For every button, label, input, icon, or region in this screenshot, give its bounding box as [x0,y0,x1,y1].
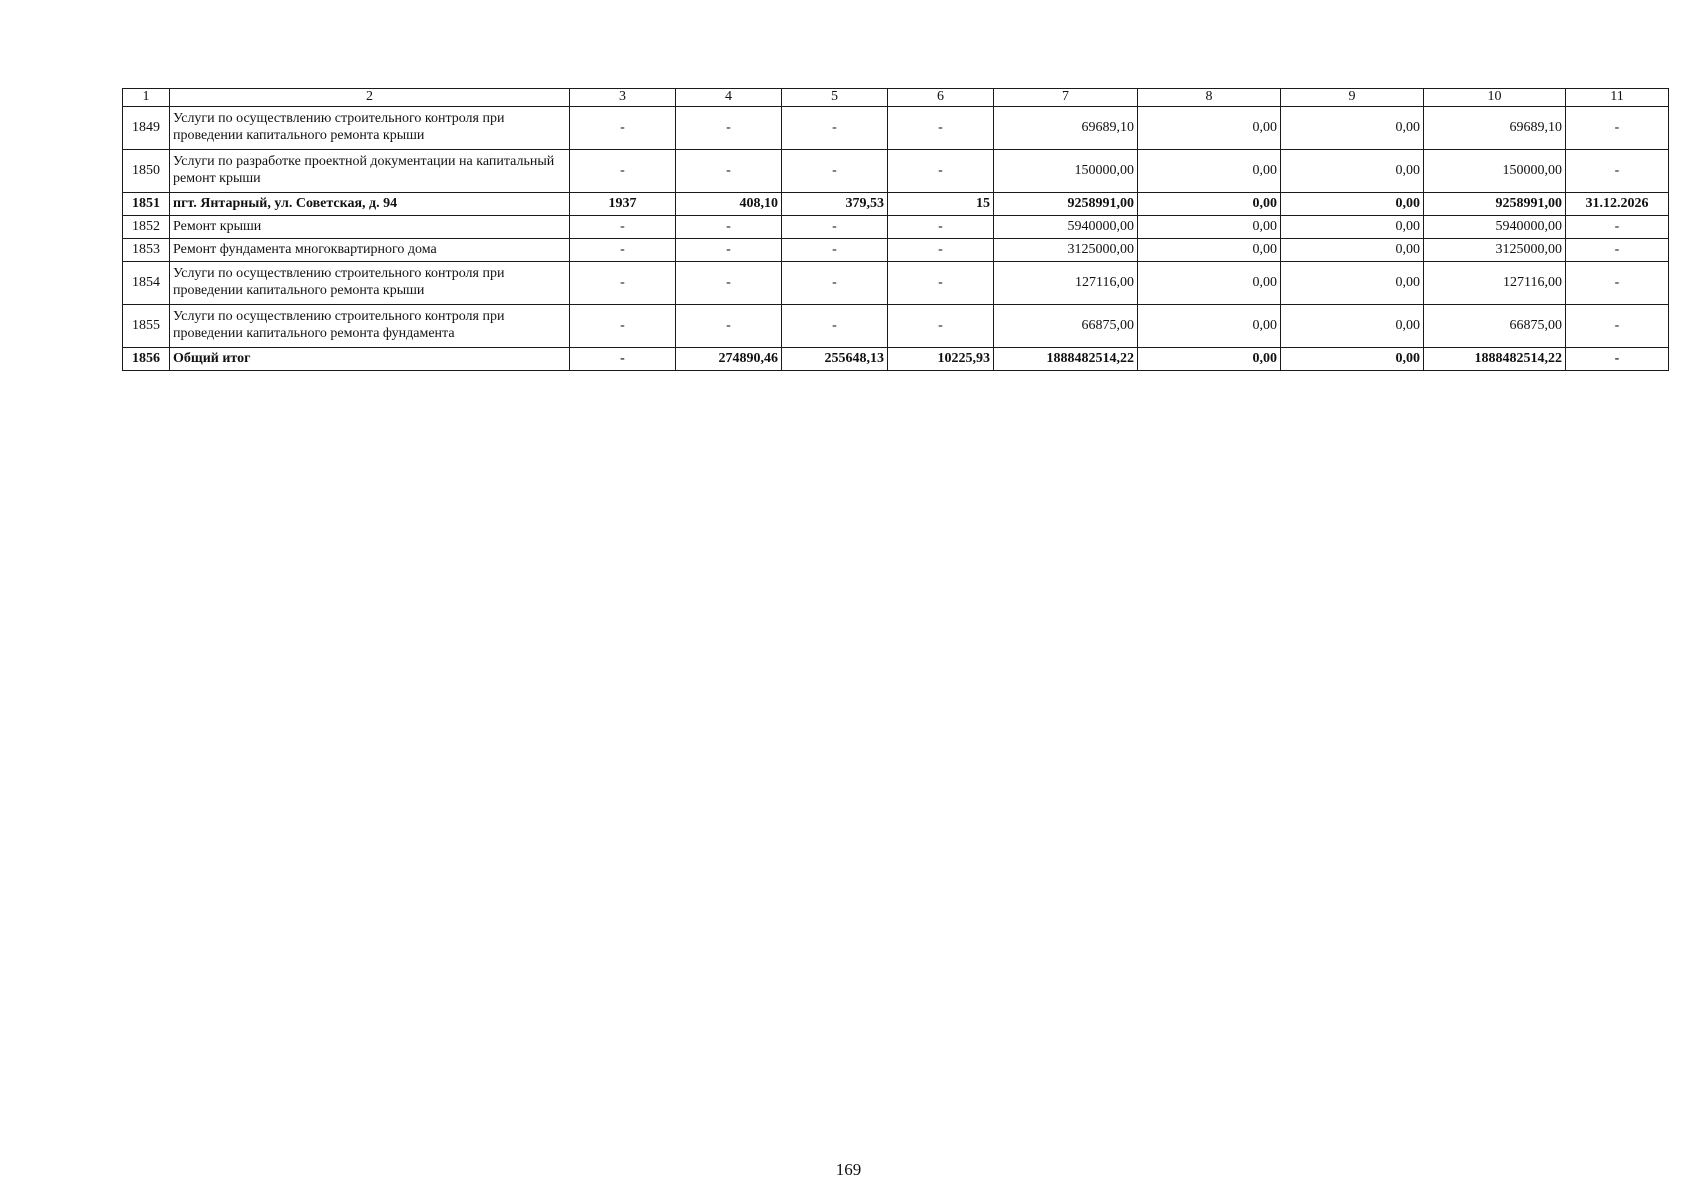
total-cost-cell: 1888482514,22 [994,348,1138,371]
area-cell: - [676,239,782,262]
column-number: 7 [994,89,1138,107]
deadline-cell: - [1566,348,1669,371]
table-row [123,348,1669,371]
table-row [123,216,1669,239]
budget-cell: 0,00 [1281,262,1424,305]
area-cell: - [676,216,782,239]
living-area-cell: - [782,262,888,305]
total-cost-cell: 127116,00 [994,262,1138,305]
residents-cell: - [888,107,994,150]
living-area-cell: 255648,13 [782,348,888,371]
total-cost-cell: 5940000,00 [994,216,1138,239]
year-cell: - [570,216,676,239]
fund-cell: 0,00 [1138,150,1281,193]
area-cell: - [676,150,782,193]
fund-cell: 0,00 [1138,348,1281,371]
table-row [123,150,1669,193]
work-name: Услуги по разработке проектной документации на капитальный ремонт крыши [170,150,570,193]
total-cost-cell: 9258991,00 [994,193,1138,216]
table-body [123,89,1669,371]
year-cell: - [570,107,676,150]
owners-cost-cell: 9258991,00 [1424,193,1566,216]
work-name: Общий итог [170,348,570,371]
residents-cell: - [888,239,994,262]
residents-cell: - [888,262,994,305]
repair-program-table [122,88,1669,371]
owners-cost-cell: 1888482514,22 [1424,348,1566,371]
deadline-cell: 31.12.2026 [1566,193,1669,216]
owners-cost-cell: 66875,00 [1424,305,1566,348]
column-number: 1 [123,89,170,107]
column-number: 2 [170,89,570,107]
work-name: Услуги по осуществлению строительного контроля при проведении капитального ремонта фундамента [170,305,570,348]
row-number: 1849 [123,107,170,150]
table-row [123,107,1669,150]
residents-cell: 15 [888,193,994,216]
owners-cost-cell: 3125000,00 [1424,239,1566,262]
fund-cell: 0,00 [1138,107,1281,150]
area-cell: 274890,46 [676,348,782,371]
fund-cell: 0,00 [1138,262,1281,305]
fund-cell: 0,00 [1138,193,1281,216]
year-cell: - [570,150,676,193]
total-cost-cell: 3125000,00 [994,239,1138,262]
deadline-cell: - [1566,107,1669,150]
residents-cell: - [888,305,994,348]
row-number: 1852 [123,216,170,239]
year-cell: - [570,239,676,262]
year-cell: - [570,348,676,371]
work-name: Услуги по осуществлению строительного контроля при проведении капитального ремонта крыши [170,107,570,150]
column-number: 9 [1281,89,1424,107]
table-row [123,305,1669,348]
fund-cell: 0,00 [1138,216,1281,239]
living-area-cell: - [782,305,888,348]
owners-cost-cell: 69689,10 [1424,107,1566,150]
living-area-cell: - [782,239,888,262]
deadline-cell: - [1566,216,1669,239]
area-cell: 408,10 [676,193,782,216]
budget-cell: 0,00 [1281,216,1424,239]
row-number: 1856 [123,348,170,371]
column-number: 3 [570,89,676,107]
living-area-cell: - [782,216,888,239]
column-number: 8 [1138,89,1281,107]
area-cell: - [676,305,782,348]
residents-cell: - [888,150,994,193]
owners-cost-cell: 150000,00 [1424,150,1566,193]
table-row [123,239,1669,262]
work-name: Услуги по осуществлению строительного контроля при проведении капитального ремонта крыши [170,262,570,305]
deadline-cell: - [1566,262,1669,305]
fund-cell: 0,00 [1138,305,1281,348]
work-name: пгт. Янтарный, ул. Советская, д. 94 [170,193,570,216]
total-cost-cell: 66875,00 [994,305,1138,348]
budget-cell: 0,00 [1281,193,1424,216]
living-area-cell: 379,53 [782,193,888,216]
owners-cost-cell: 127116,00 [1424,262,1566,305]
deadline-cell: - [1566,305,1669,348]
deadline-cell: - [1566,150,1669,193]
budget-cell: 0,00 [1281,150,1424,193]
fund-cell: 0,00 [1138,239,1281,262]
year-cell: - [570,262,676,305]
residents-cell: 10225,93 [888,348,994,371]
budget-cell: 0,00 [1281,239,1424,262]
row-number: 1851 [123,193,170,216]
budget-cell: 0,00 [1281,107,1424,150]
row-number: 1854 [123,262,170,305]
column-number: 4 [676,89,782,107]
area-cell: - [676,262,782,305]
residents-cell: - [888,216,994,239]
document-sheet [122,88,1668,371]
area-cell: - [676,107,782,150]
living-area-cell: - [782,107,888,150]
row-number: 1853 [123,239,170,262]
table-row [123,193,1669,216]
budget-cell: 0,00 [1281,305,1424,348]
budget-cell: 0,00 [1281,348,1424,371]
page-number: 169 [835,1160,862,1179]
column-number: 10 [1424,89,1566,107]
total-cost-cell: 150000,00 [994,150,1138,193]
year-cell: - [570,305,676,348]
deadline-cell: - [1566,239,1669,262]
column-number: 5 [782,89,888,107]
total-cost-cell: 69689,10 [994,107,1138,150]
table-row [123,262,1669,305]
year-cell: 1937 [570,193,676,216]
column-number: 11 [1566,89,1669,107]
row-number: 1855 [123,305,170,348]
column-number-row [123,89,1669,107]
work-name: Ремонт крыши [170,216,570,239]
living-area-cell: - [782,150,888,193]
row-number: 1850 [123,150,170,193]
column-number: 6 [888,89,994,107]
work-name: Ремонт фундамента многоквартирного дома [170,239,570,262]
owners-cost-cell: 5940000,00 [1424,216,1566,239]
